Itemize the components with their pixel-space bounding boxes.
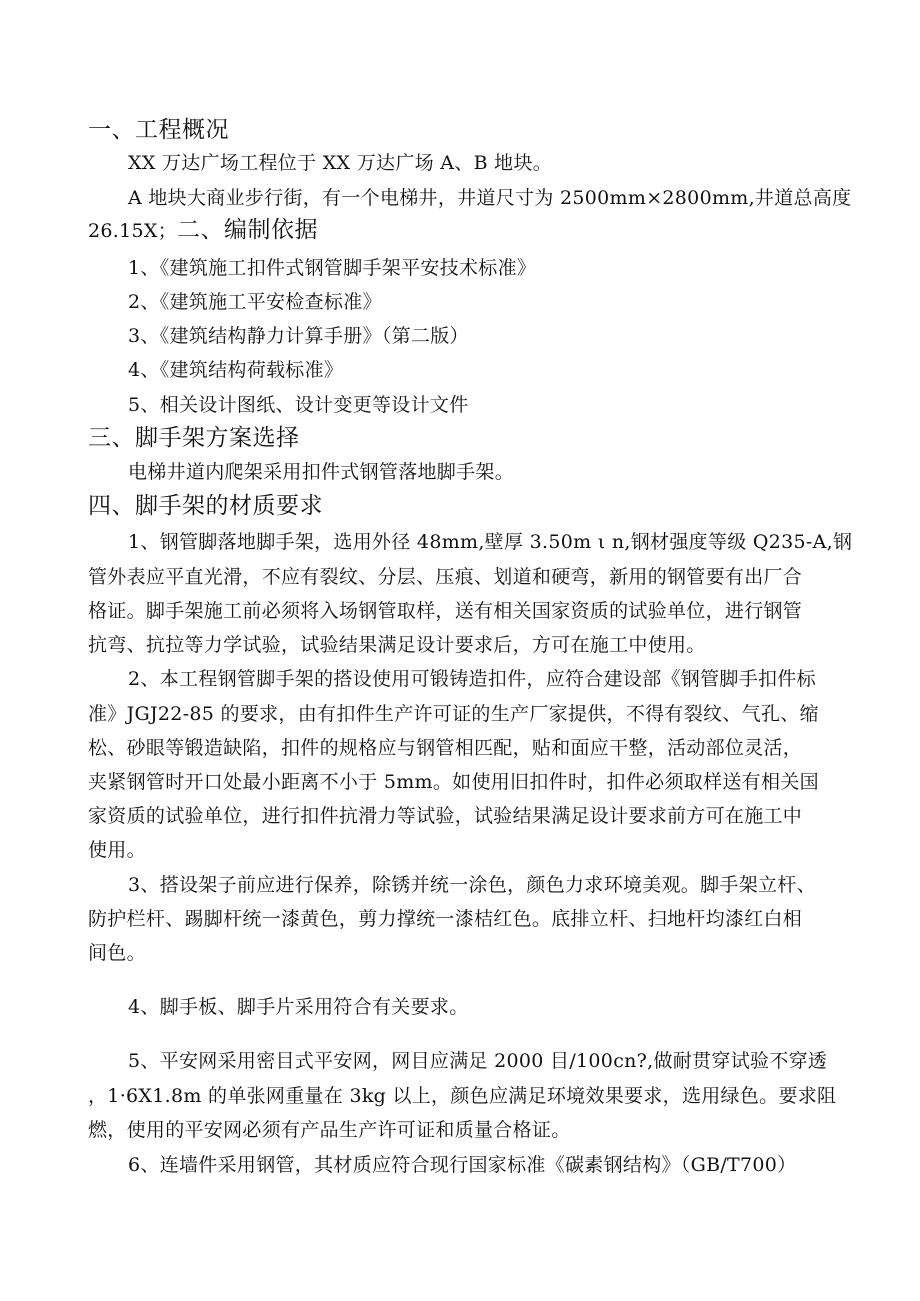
paragraph-line: 26.15X； xyxy=(88,220,178,242)
paragraph-line: 间色。 xyxy=(88,942,146,964)
paragraph-line: 格证。脚手架施工前必须将入场钢管取样，送有相关国家资质的试验单位，进行钢管 xyxy=(88,600,803,622)
paragraph-line: ，1·6X1.8m 的单张网重量在 3kg 以上，颜色应满足环境效果要求，选用绿色。要求阻 xyxy=(88,1085,837,1107)
paragraph-line: 抗弯、抗拉等力学试验，试验结果满足设计要求后，方可在施工中使用。 xyxy=(88,634,706,656)
paragraph-line: 6、连墙件采用钢管，其材质应符合现行国家标准《碳素钢结构》（GB/T700） xyxy=(128,1154,797,1176)
paragraph-line: 管外表应平直光滑，不应有裂纹、分层、压痕、划道和硬弯，新用的钢管要有出厂合 xyxy=(88,566,803,588)
paragraph-line: 1、钢管脚落地脚手架，选用外径 48mm,壁厚 3.50m ι n,钢材强度等级 Q235-A,钢 xyxy=(128,531,853,553)
paragraph-line-with-heading xyxy=(88,218,318,243)
section-heading-1: 一、工程概况 xyxy=(88,117,229,143)
paragraph-line: 使用。 xyxy=(88,839,146,861)
paragraph-line: 准》JGJ22-85 的要求，由有扣件生产许可证的生产厂家提供，不得有裂纹、气孔、缩 xyxy=(88,703,819,725)
reference-item: 5、相关设计图纸、设计变更等设计文件 xyxy=(128,394,469,416)
paragraph-line: 防护栏杆、踢脚杆统一漆黄色，剪力撑统一漆桔红色。底排立杆、扫地杆均漆红白相 xyxy=(88,908,803,930)
paragraph-line: 4、脚手板、脚手片采用符合有关要求。 xyxy=(128,996,469,1018)
reference-item: 4、《建筑结构荷载标准》 xyxy=(128,359,344,381)
paragraph-line: 燃，使用的平安网必须有产品生产许可证和质量合格证。 xyxy=(88,1119,571,1141)
paragraph-line: A 地块大商业步行街，有一个电梯井，井道尺寸为 2500mm×2800mm,井道总高度 xyxy=(128,187,852,209)
paragraph-line: 2、本工程钢管脚手架的搭设使用可锻铸造扣件，应符合建设部《钢管脚手扣件标 xyxy=(128,668,816,690)
paragraph-line: 3、搭设架子前应进行保养，除锈并统一涂色，颜色力求环境美观。脚手架立杆、 xyxy=(128,874,816,896)
reference-item: 2、《建筑施工平安检查标准》 xyxy=(128,291,382,313)
reference-item: 1、《建筑施工扣件式钢管脚手架平安技术标准》 xyxy=(128,257,537,279)
section-heading-3: 三、脚手架方案选择 xyxy=(88,425,300,451)
reference-item: 3、《建筑结构静力计算手册》（第二版） xyxy=(128,325,469,347)
paragraph-line: 家资质的试验单位，进行扣件抗滑力等试验，试验结果满足设计要求前方可在施工中 xyxy=(88,805,803,827)
section-heading-4: 四、脚手架的材质要求 xyxy=(88,493,323,519)
paragraph-line: 夹紧钢管时开口处最小距离不小于 5mm。如使用旧扣件时，扣件必须取样送有相关国 xyxy=(88,771,819,793)
paragraph-line: 5、平安网采用密目式平安网，网目应满足 2000 目/100cn?,做耐贯穿试验不穿透 xyxy=(128,1050,828,1072)
paragraph-line: XX 万达广场工程位于 XX 万达广场 A、B 地块。 xyxy=(128,152,553,174)
section-heading-2: 二、编制依据 xyxy=(177,217,319,243)
paragraph-line: 电梯井道内爬架采用扣件式钢管落地脚手架。 xyxy=(128,461,515,483)
paragraph-line: 松、砂眼等锻造缺陷，扣件的规格应与钢管相匹配，贴和面应干整，活动部位灵活， xyxy=(88,737,803,759)
